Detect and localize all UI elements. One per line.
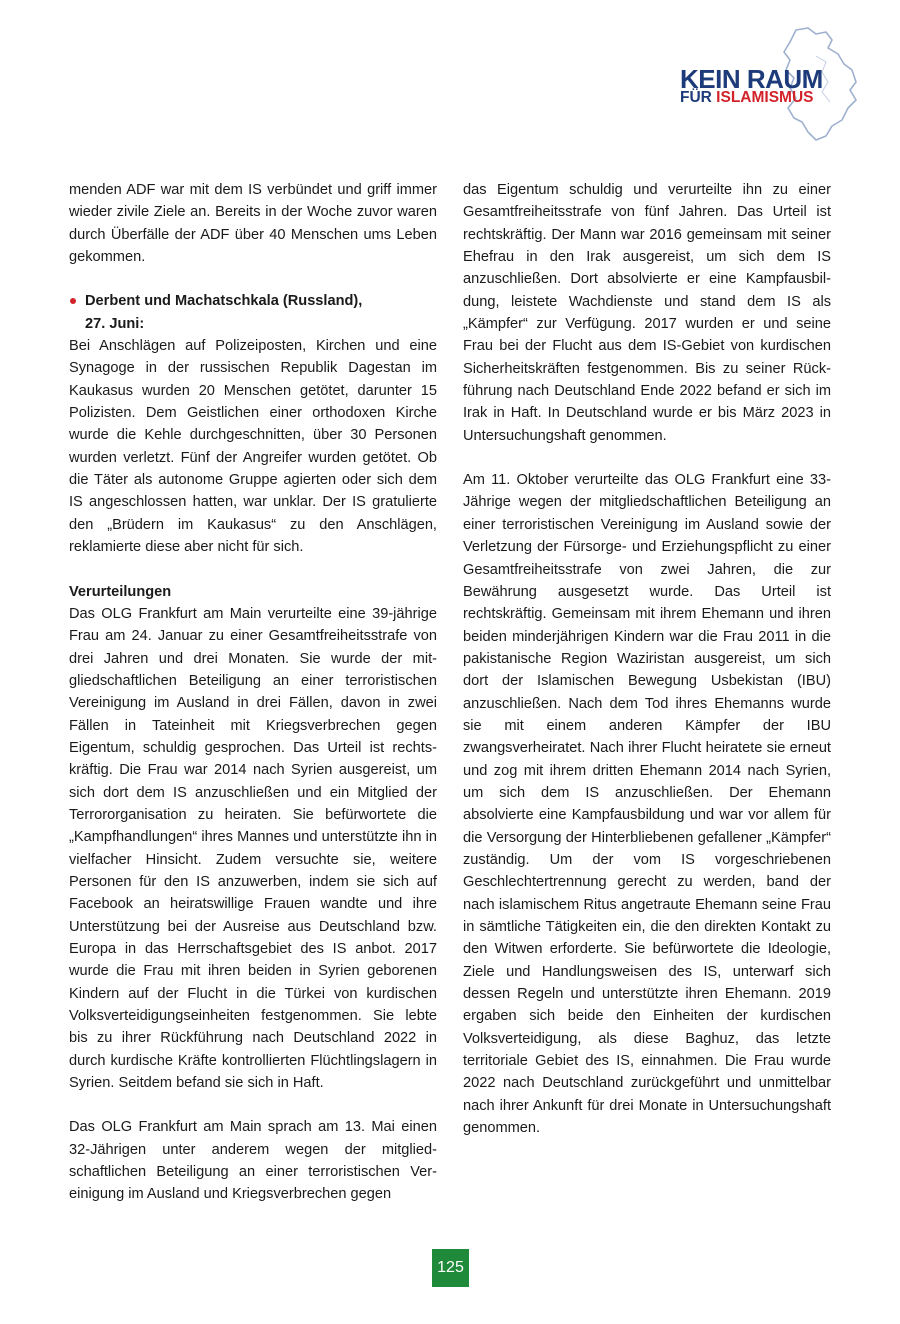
logo-subtitle (680, 90, 813, 106)
logo-subtitle-emphasis: ISLAMISMUS (716, 89, 814, 106)
right-paragraph-2: Am 11. Oktober verurteilte das OLG Frankfurt eine 33-Jährige wegen der mitgliedschaftlichen Beteiligung an einer terroristischen Vereinigung im Ausland sowie der Verletzung der Fürsorge- und Erziehungspflicht zu einer Gesamtfreiheitsstrafe von zwei Jahren, die zur Bewährung ausgesetzt wurde. Das Urteil ist rechtskräftig. Gemeinsam mit ihrem Ehemann und ihren beiden minderjährigen Kindern war die Frau 2011 in die pakistanische Region Waziristan ausgereist, um sich dort der Islamischen Bewegung Usbekistan (IBU) anzuschließen. Nach dem Tod ihres Ehemanns wurde sie mit einem anderen Kämpfer der IBU zwangsverheiratet. Nach ihrer Flucht heiratete sie erneut und zog mit ihrem dritten Ehemann 2014 nach Syrien, um sich dem IS anzuschließen. Der Ehemann absolvierte eine Kampfausbildung und war vor allem für die Versorgung der Hinterbliebenen gefallener „Kämpfer“ zuständig. Um der vom IS vorgeschriebenen Geschlechtertrennung gerecht zu werden, band der nach islamischem Ritus angetraute Ehemann seine Frau in sämtliche Tätigkeiten ein, die den direkten Kontakt zu den Witwen erforderte. Sie befürwortete die Ideologie, Ziele und Handlungsweisen des IS, unterwarf sich dessen Regeln und unterstützte ihren Ehemann. 2019 ergaben sich beide den Einheiten der kurdischen Volksverteidigung, als diese Baghuz, das letzte territoriale Gebiet des IS, einnahmen. Die Frau wurde 2022 nach Deutschland zurückgeführt und unmittelbar nach ihrer Ankunft für drei Monate in Untersuchungshaft genommen. (463, 472, 831, 1137)
left-paragraph-2: Bei Anschlägen auf Polizeiposten, Kirchen und eine Synagoge in der russischen Republik Dagestan im Kaukasus wurden 20 Menschen getötet, darunter 15 Polizisten. Dem Geistlichen einer orthodoxen Kirche wurde die Kehle durchgeschnitten, über 30 Personen wurden verletzt. Fünf der Angreifer wurden getötet. Ob die Täter als autonome Gruppe agierten oder sich dem IS angeschlossen hatten, war unklar. Der IS gratulierte den „Brüdern im Kaukasus“ zu den Anschlägen, reklamierte diese aber nicht für sich. (69, 338, 437, 556)
page-number: 125 (432, 1249, 469, 1287)
bullet-heading-derbent (69, 290, 437, 335)
left-paragraph-4: Das OLG Frankfurt am Main sprach am 13. Mai einen 32-Jährigen unter anderem wegen der mitgliedschaftlichen Beteiligung an einer terroristischen Vereinigung im Ausland und Kriegsverbrechen gegen (69, 1119, 437, 1203)
logo-title: KEIN RAUM (680, 64, 823, 94)
bullet-icon (70, 298, 76, 304)
logo-subtitle-prefix: FÜR (680, 89, 717, 106)
right-paragraph-1: das Eigentum schuldig und verurteilte ihn zu einer Gesamtfreiheitsstrafe von fünf Jahren. Das Urteil ist rechtskräftig. Der Mann war 2016 gemeinsam mit seiner Ehefrau in den Irak ausgereist, um sich dem IS anzuschließen. Dort absolvierte er eine Kampfausbildung, leistete Wachdienste und stand dem IS als „Kämpfer“ zur Verfügung. 2017 wurden er und seine Frau bei der Flucht aus dem IS-Gebiet von kurdischen Sicherheitskräften festgenommen. Bis zu seiner Rückführung nach Deutschland Ende 2022 befand er sich im Irak in Haft. In Deutschland wurde er bis März 2023 in Untersuchungshaft genommen. (463, 182, 831, 444)
section-heading-verurteilungen: Verurteilungen (69, 583, 172, 600)
left-column (69, 179, 437, 1206)
bullet-heading-line-2: 27. Juni: (85, 315, 145, 332)
bullet-heading-line-1: Derbent und Machatschkala (Russland), (85, 293, 363, 310)
left-paragraph-1: menden ADF war mit dem IS verbündet und griff immer wieder zivile Ziele an. Bereits in der Woche zuvor waren durch Überfälle der ADF über 40 Menschen ums Leben gekommen. (69, 182, 437, 266)
right-column (463, 179, 831, 1139)
logo (676, 26, 866, 142)
left-paragraph-3: Das OLG Frankfurt am Main verurteilte eine 39-jährige Frau am 24. Januar zu einer Gesamtfreiheitsstrafe von drei Jahren und drei Monaten. Sie wurde der mitgliedschaftlichen Beteiligung an einer terroristischen Vereinigung im Ausland in drei Fällen, davon in zwei Fällen in Tateinheit mit Kriegsverbrechen gegen Eigentum, schuldig gesprochen. Das Urteil ist rechtskräftig. Die Frau war 2014 nach Syrien ausgereist, um sich dort dem IS anzuschließen und ein Mitglied der Terrororganisation zu heiraten. Sie befürwortete die „Kampfhandlungen“ ihres Mannes und unterstützte ihn in vielfacher Hinsicht. Zudem versuchte sie, weitere Personen für den IS anzuwerben, indem sie sich auf Facebook an heiratswillige Frauen wandte und ihre Unterstützung bei der Ausreise aus Deutschland bzw. Europa in das Herrschaftsgebiet des IS anbot. 2017 wurde die Frau mit ihren beiden in Syrien geborenen Kindern auf der Flucht in die Türkei von kurdischen Volksverteidigungseinheiten festgenommen. Sie lebte bis zu ihrer Rückführung nach Deutschland 2022 in durch kurdische Kräfte kontrollierten Flüchtlingslagern in Syrien. Seitdem befand sie sich in Haft. (69, 605, 437, 1092)
